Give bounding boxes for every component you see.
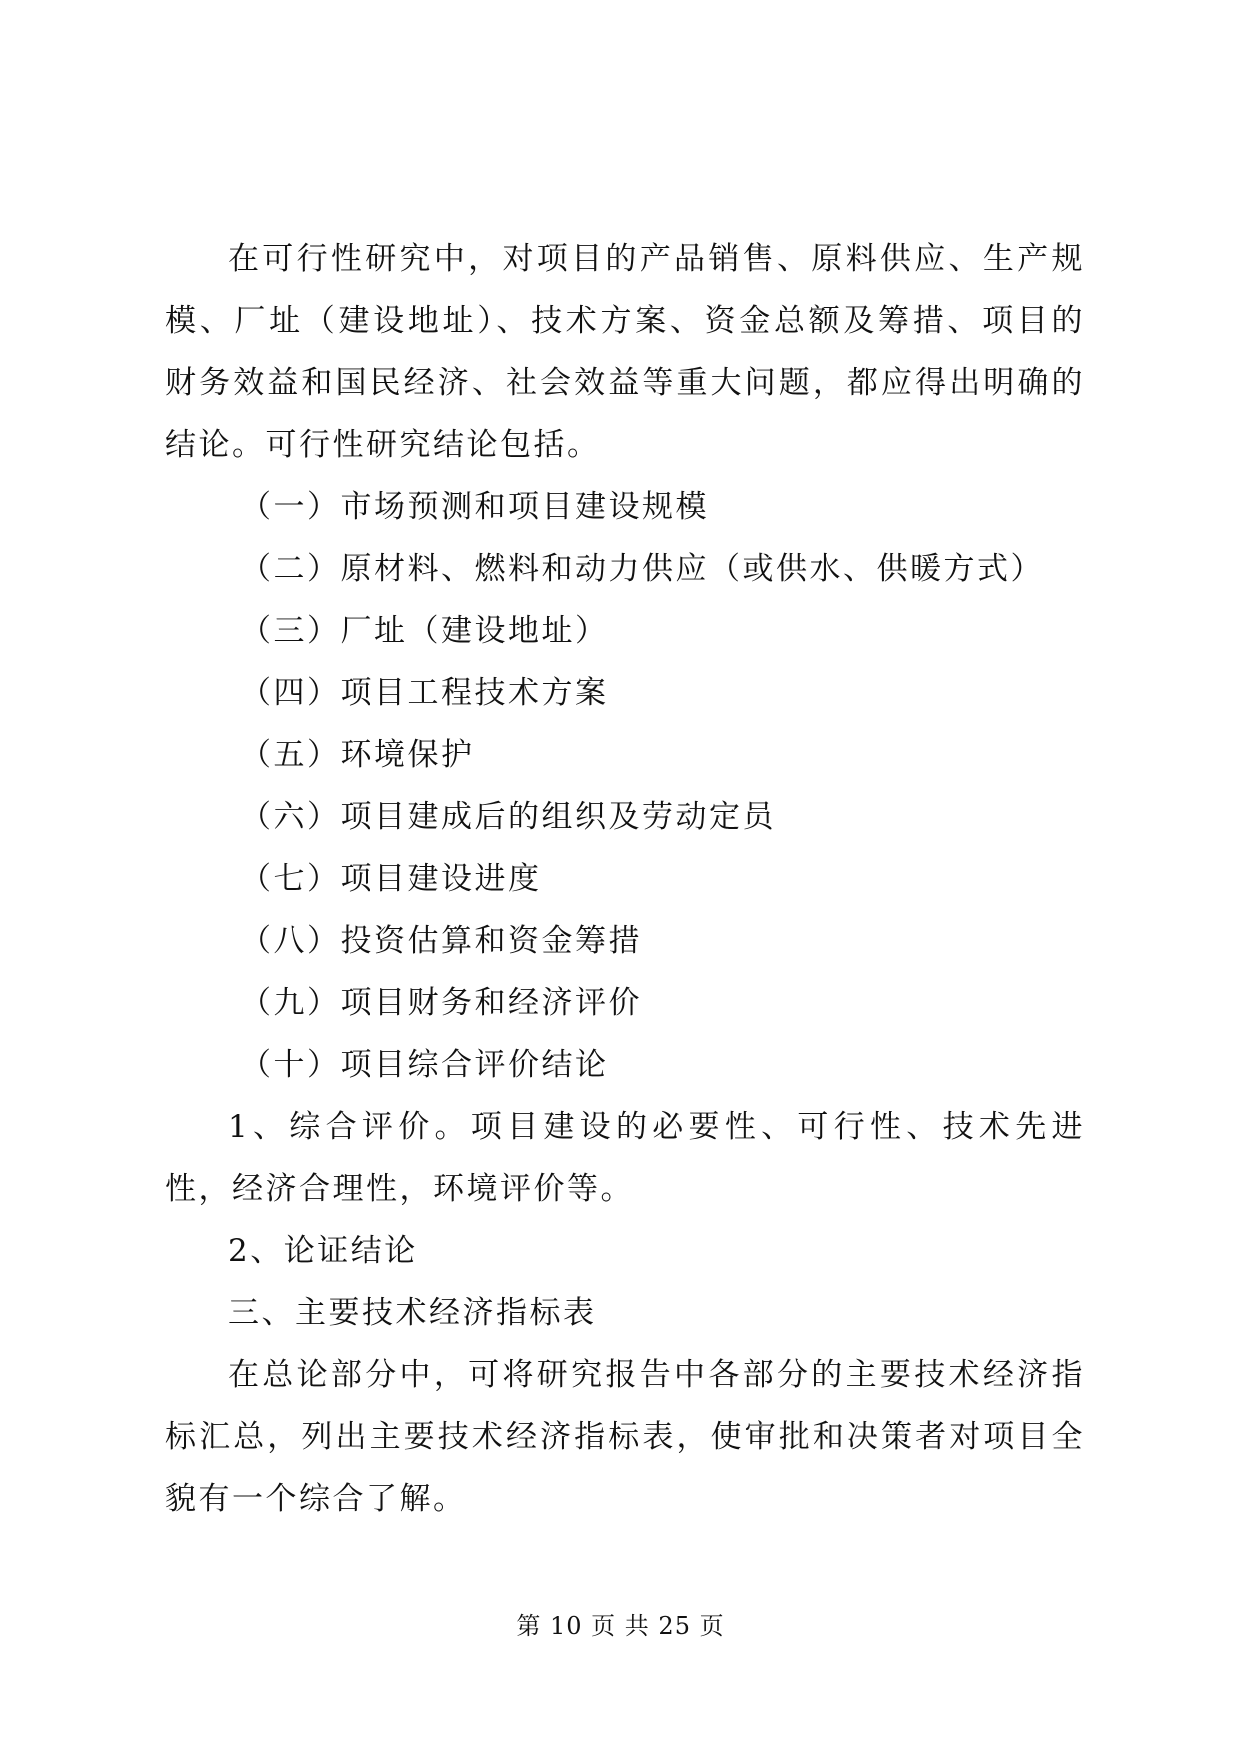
list-item: （六）项目建成后的组织及劳动定员	[240, 799, 776, 835]
list-item: （五）环境保护	[240, 737, 475, 773]
list-item: （二）原材料、燃料和动力供应（或供水、供暖方式）	[240, 551, 1044, 587]
summary-paragraph: 在总论部分中，可将研究报告中各部分的主要技术经济指标汇总，列出主要技术经济指标表，使审批和决策者对项目全貌有一个综合了解。	[165, 1357, 1085, 1517]
evaluation-paragraph: 1、综合评价。项目建设的必要性、可行性、技术先进性，经济合理性，环境评价等。	[165, 1109, 1085, 1207]
section-heading: 三、主要技术经济指标表	[228, 1295, 597, 1331]
list-item: （八）投资估算和资金筹措	[240, 923, 642, 959]
list-item: （一）市场预测和项目建设规模	[240, 489, 709, 525]
list-item: （四）项目工程技术方案	[240, 675, 609, 711]
intro-paragraph: 在可行性研究中，对项目的产品销售、原料供应、生产规模、厂址（建设地址）、技术方案、资金总额及筹措、项目的财务效益和国民经济、社会效益等重大问题，都应得出明确的结论。可行性研究结论包括。	[165, 241, 1085, 463]
list-item: （九）项目财务和经济评价	[240, 985, 642, 1021]
document-body	[165, 228, 1085, 1530]
list-item: （七）项目建设进度	[240, 861, 542, 897]
conclusion-paragraph: 2、论证结论	[228, 1233, 418, 1269]
list-item: （三）厂址（建设地址）	[240, 613, 609, 649]
page-number-footer: 第 10 页 共 25 页	[516, 1612, 725, 1640]
list-item: （十）项目综合评价结论	[240, 1047, 609, 1083]
